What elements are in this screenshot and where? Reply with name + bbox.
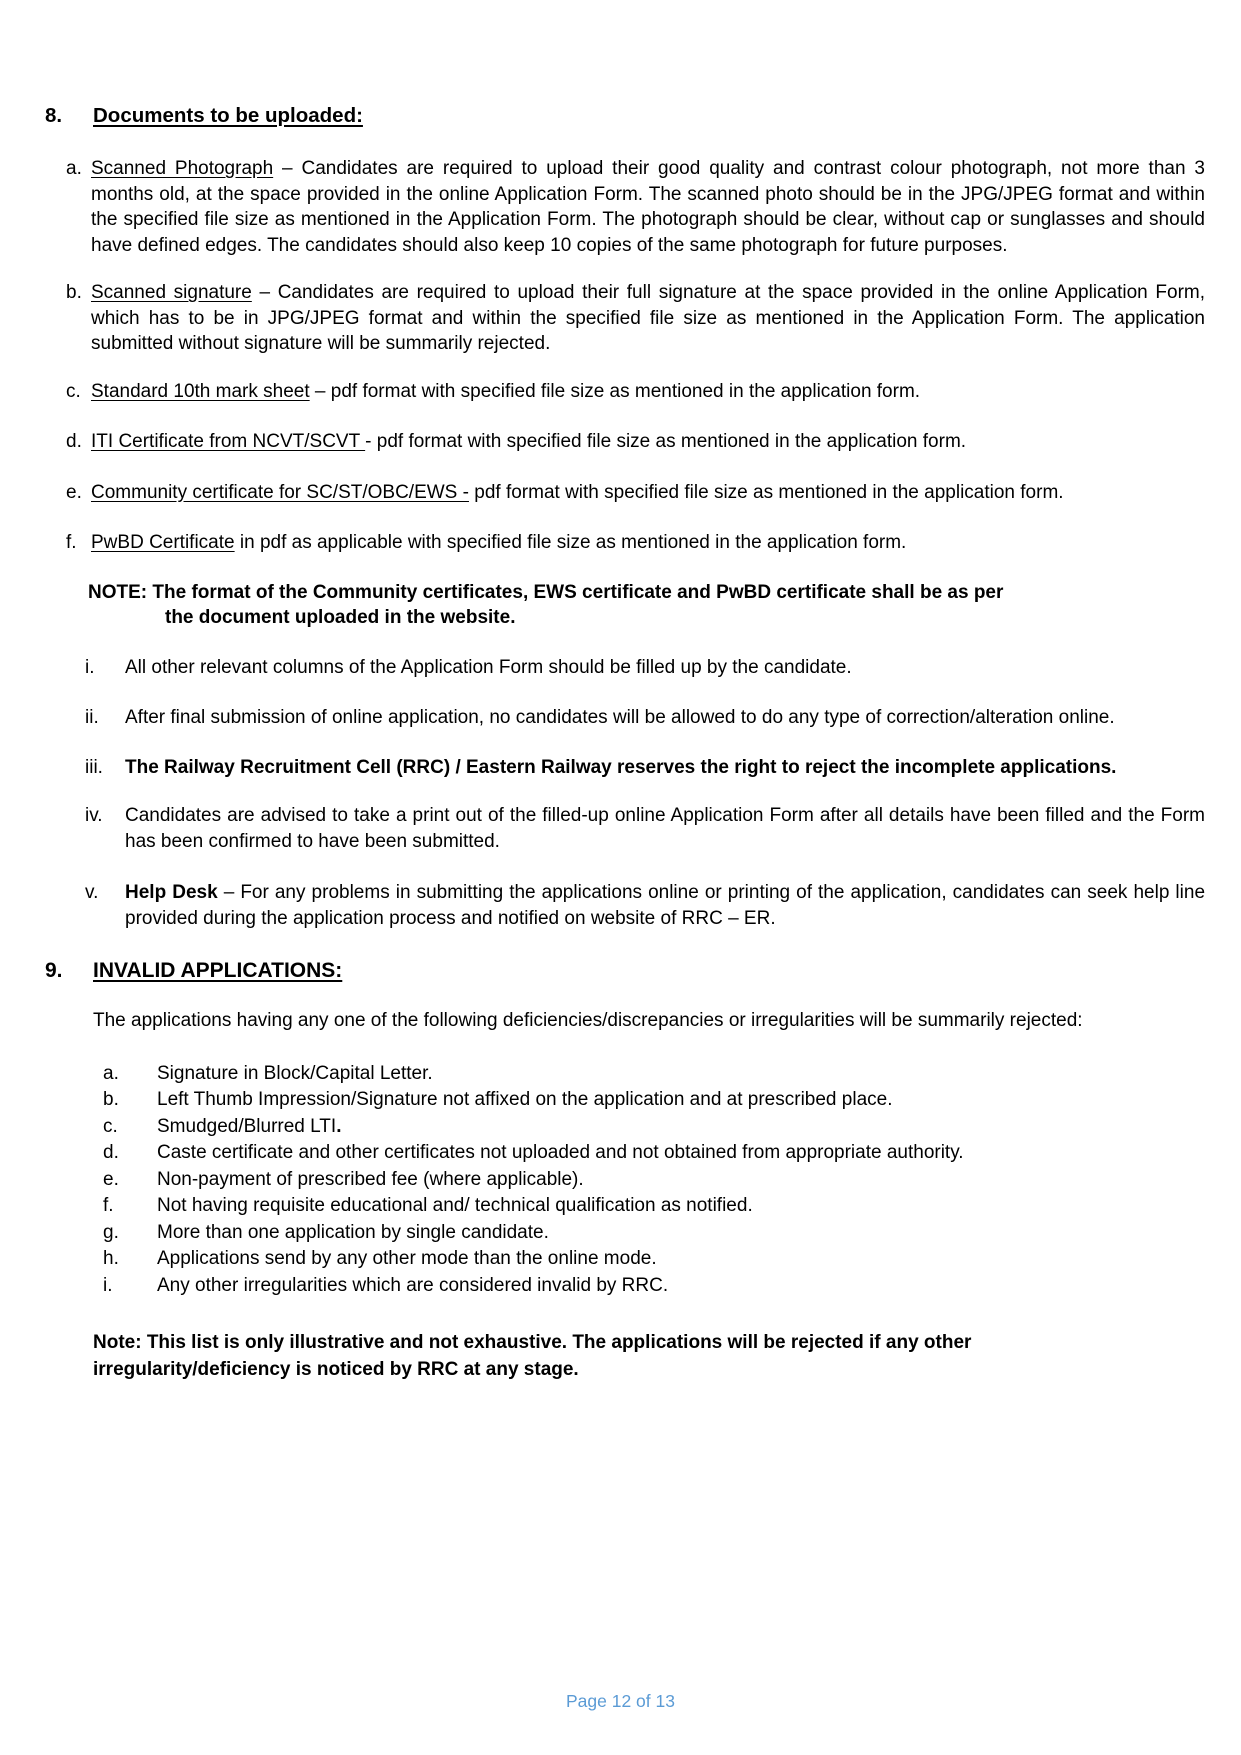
list-text-8iv: Candidates are advised to take a print out of the filled-up online Application Form after all details have been filled and the Form has been confirmed to have been submitted.: [125, 805, 1205, 852]
list-item-8c: [66, 379, 1205, 405]
list-lead-8c: Standard 10th mark sheet: [91, 380, 310, 402]
list-rest-8v: – For any problems in submitting the applications online or printing of the application, candidates can seek help line provided during the application process and notified on website of RRC – ER.: [125, 882, 1206, 929]
list-marker-9f: f.: [103, 1195, 114, 1216]
list-marker-9i: i.: [103, 1274, 113, 1296]
list-marker-9g: g.: [103, 1221, 119, 1243]
list-marker-8b: b.: [66, 282, 82, 303]
list-item-8b: [66, 280, 1205, 357]
list-lead-8d: ITI Certificate from NCVT/SCVT: [91, 431, 366, 452]
list-text-9a: Signature in Block/Capital Letter.: [157, 1062, 433, 1084]
section8-number: 8.: [45, 104, 63, 127]
list-lead-8a: Scanned Photograph: [91, 158, 274, 179]
list-marker-9a: a.: [103, 1062, 119, 1084]
list-item-8f: [66, 530, 1205, 556]
list-marker-8c: c.: [66, 380, 81, 402]
list-text-9d: Caste certificate and other certificates not uploaded and not obtained from appropriate authority.: [157, 1142, 964, 1163]
section8-note-text: The format of the Community certificates, EWS certificate and PwBD certificate shall be as per the document uploaded in the website.: [147, 581, 1004, 628]
list-text-8b: [91, 280, 1205, 357]
list-marker-9h: h.: [103, 1248, 119, 1269]
list-text-8ii: After final submission of online application, no candidates will be allowed to do any type of correction/alteration online.: [125, 707, 1115, 728]
list-text-8e: [91, 480, 1205, 506]
list-item-8iv: [85, 803, 1205, 854]
section9-title: INVALID APPLICATIONS:: [93, 959, 343, 982]
section8-note: [88, 580, 1033, 631]
list-text-9c: [157, 1114, 1205, 1141]
list-lead-8v: Help Desk: [125, 882, 218, 903]
list-item-9f: [103, 1193, 1205, 1220]
list-text-9g: More than one application by single candidate.: [157, 1221, 549, 1243]
list-item-8iii: [85, 755, 1205, 781]
list-marker-8e: e.: [66, 481, 82, 503]
list-text-9i: Any other irregularities which are considered invalid by RRC.: [157, 1274, 669, 1296]
section8-title: Documents to be uploaded:: [93, 104, 363, 127]
list-rest-8b: – Candidates are required to upload their full signature at the space provided in the online Application Form, which has to be in JPG/JPEG format and within the specified file size as mentioned in the Application Form. The application submitted without signature will be summarily rejected.: [91, 282, 1205, 354]
section9-intro: The applications having any one of the following deficiencies/discrepancies or irregularities will be summarily rejected:: [93, 1010, 1083, 1031]
list-marker-8v: v.: [85, 882, 99, 903]
section8-note-label: NOTE:: [88, 581, 148, 603]
list-lead-8e: Community certificate for SC/ST/OBC/EWS -: [91, 481, 469, 503]
list-text-8f: [91, 530, 1205, 556]
page-number-label: Page 12 of 13: [566, 1691, 675, 1711]
list-lead-8b: Scanned signature: [91, 282, 252, 303]
list-item-9a: [103, 1061, 1205, 1088]
list-rest-8c: – pdf format with specified file size as mentioned in the application form.: [309, 380, 921, 402]
page-number-footer: [0, 1690, 1241, 1713]
section9-number: 9.: [45, 959, 63, 982]
list-item-8v: [85, 880, 1205, 931]
list-item-9d: [103, 1140, 1205, 1167]
list-text-9f: Not having requisite educational and/ technical qualification as notified.: [157, 1195, 753, 1216]
list-text-8c: [91, 379, 1205, 405]
list-marker-9d: d.: [103, 1142, 119, 1163]
list-item-8i: [85, 655, 1205, 681]
list-text-8i: All other relevant columns of the Application Form should be filled up by the candidate.: [125, 656, 852, 678]
list-text-8a: [91, 156, 1205, 258]
list-item-9h: [103, 1246, 1205, 1273]
list-marker-8d: d.: [66, 431, 82, 452]
list-marker-8i: i.: [85, 656, 95, 678]
section9-heading: [45, 958, 1205, 984]
list-rest-8a: – Candidates are required to upload their good quality and contrast colour photograph, not more than 3 months old, at the space provided in the online Application Form. The scanned photo should be in the JPG/JPEG format and within the specified file size as mentioned in the Application Form. The photograph should be clear, without cap or sunglasses and should have defined edges. The candidates should also keep 10 copies of the same photograph for future purposes.: [91, 158, 1205, 256]
list-item-8a: [66, 156, 1205, 258]
list-item-8d: [66, 429, 1205, 455]
list-marker-8ii: ii.: [85, 707, 99, 728]
list-text-9b: Left Thumb Impression/Signature not affixed on the application and at prescribed place.: [157, 1089, 893, 1110]
list-marker-9e: e.: [103, 1168, 119, 1190]
list-marker-8f: f.: [66, 532, 77, 553]
list-rest-8e: pdf format with specified file size as mentioned in the application form.: [468, 481, 1064, 503]
list-item-9b: [103, 1087, 1205, 1114]
list-text-9h: Applications send by any other mode than the online mode.: [157, 1248, 657, 1269]
section8-heading: [45, 103, 1205, 128]
list-text-8d: [91, 429, 1205, 455]
list-marker-9b: b.: [103, 1089, 119, 1110]
list-rest-8f: in pdf as applicable with specified file size as mentioned in the application form.: [234, 532, 907, 553]
list-marker-9c: c.: [103, 1115, 118, 1137]
list-text-9c-main: Smudged/Blurred LTI: [157, 1115, 337, 1137]
list-item-9c: [103, 1114, 1205, 1141]
list-marker-8a: a.: [66, 158, 82, 179]
list-text-8v: [125, 880, 1205, 931]
list-lead-8f: PwBD Certificate: [91, 532, 235, 553]
list-text-9c-suffix: .: [336, 1115, 342, 1137]
list-rest-8d: - pdf format with specified file size as mentioned in the application form.: [365, 431, 967, 452]
list-item-9i: [103, 1273, 1205, 1300]
list-text-9e: Non-payment of prescribed fee (where applicable).: [157, 1168, 584, 1190]
list-marker-8iii: iii.: [85, 756, 103, 778]
list-item-8ii: [85, 705, 1205, 731]
list-marker-8iv: iv.: [85, 805, 103, 826]
list-text-8iii: The Railway Recruitment Cell (RRC) / Eastern Railway reserves the right to reject the incomplete applications.: [125, 756, 1117, 778]
section9-note: Note: This list is only illustrative and not exhaustive. The applications will be rejected if any other irregularity/deficiency is noticed by RRC at any stage.: [93, 1332, 972, 1380]
list-item-9e: [103, 1167, 1205, 1194]
list-item-9g: [103, 1220, 1205, 1247]
list-item-8e: [66, 480, 1205, 506]
